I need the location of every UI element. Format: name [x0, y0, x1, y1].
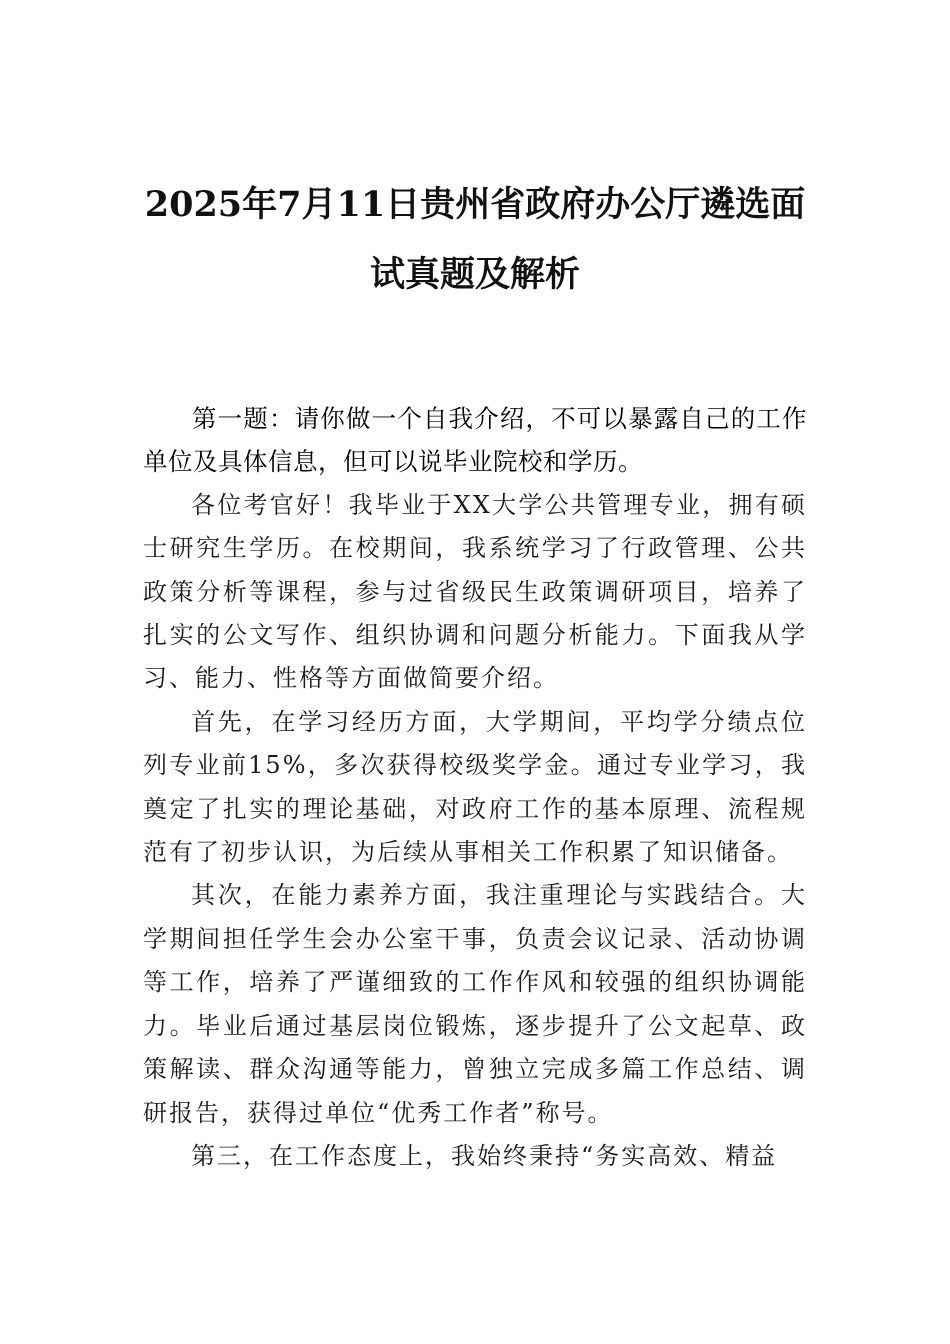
question-heading: 第一题：请你做一个自我介绍，不可以暴露自己的工作单位及具体信息，但可以说毕业院校和学历。 [143, 404, 807, 477]
title-line-1: 2025年7月11日贵州省政府办公厅遴选面 [144, 184, 806, 225]
document-body [143, 397, 807, 1178]
answer-paragraph-1: 各位考官好！我毕业于XX大学公共管理专业，拥有硕士研究生学历。在校期间，我系统学习了行政管理、公共政策分析等课程，参与过省级民生政策调研项目，培养了扎实的公文写作、组织协调和问题分析能力。下面我从学习、能力、性格等方面做简要介绍。 [143, 490, 807, 693]
answer-paragraph-4: 第三，在工作态度上，我始终秉持“务实高效、精益 [191, 1141, 778, 1170]
title-line-2: 试真题及解析 [369, 254, 580, 295]
answer-paragraph-2: 首先，在学习经历方面，大学期间，平均学分绩点位列专业前15%，多次获得校级奖学金。通过专业学习，我奠定了扎实的理论基础，对政府工作的基本原理、流程规范有了初步认识，为后续从事相关工作积累了知识储备。 [143, 707, 807, 867]
document-title [120, 170, 830, 310]
answer-paragraph-3: 其次，在能力素养方面，我注重理论与实践结合。大学期间担任学生会办公室干事，负责会议记录、活动协调等工作，培养了严谨细致的工作作风和较强的组织协调能力。毕业后通过基层岗位锻炼，逐步提升了公文起草、政策解读、群众沟通等能力，曾独立完成多篇工作总结、调研报告，获得过单位“优秀工作者”称号。 [143, 881, 807, 1127]
